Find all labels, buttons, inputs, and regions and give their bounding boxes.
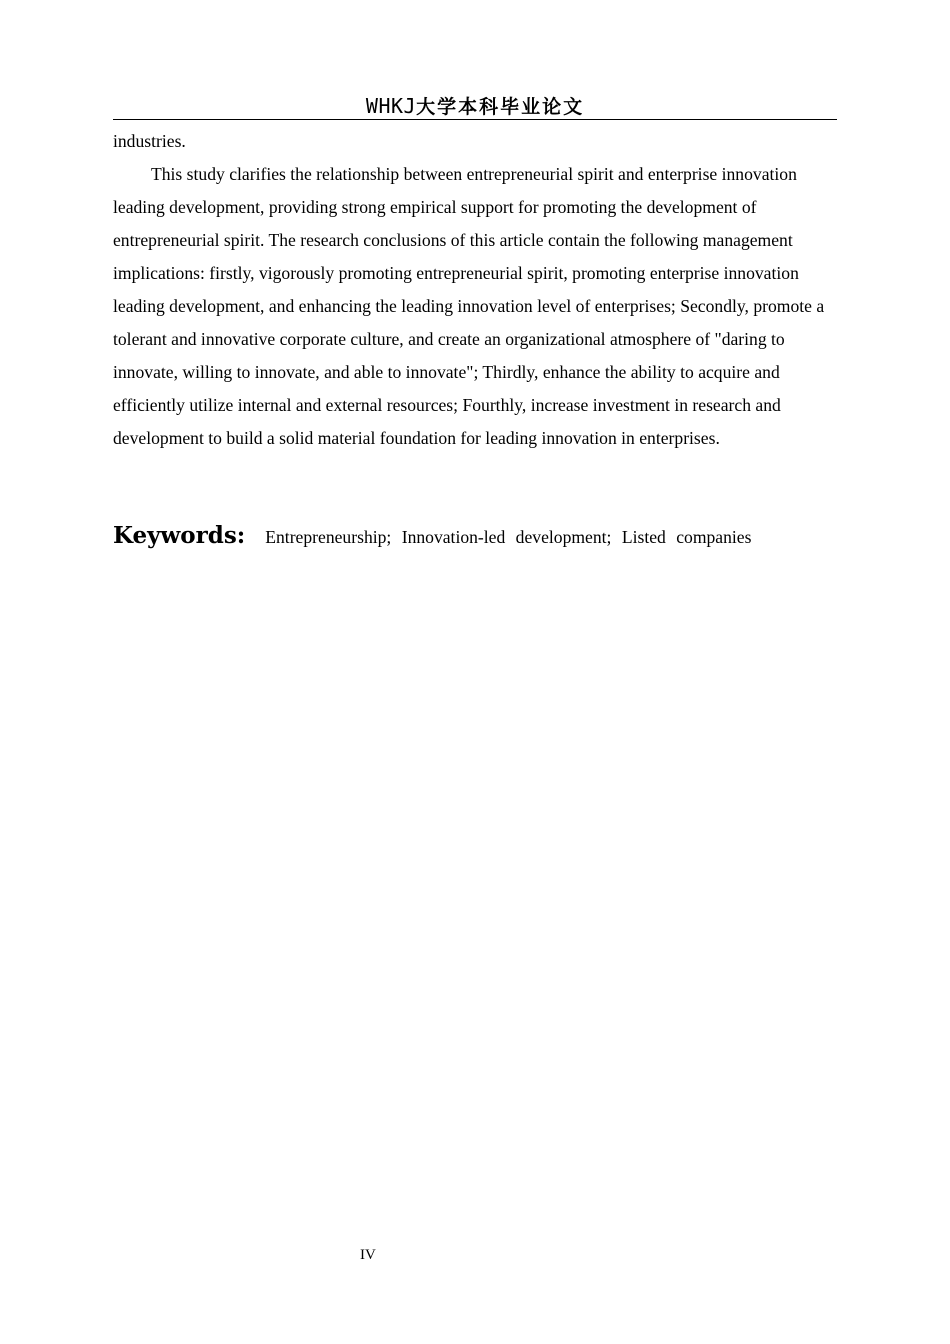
abstract-body: [113, 125, 837, 455]
abstract-paragraph: This study clarifies the relationship between entrepreneurial spirit and enterprise innovation leading development, providing strong empirical support for promoting the development of entrepreneurial spirit. The research conclusions of this article contain the following management implications: firstly, vigorously promoting entrepreneurial spirit, promoting enterprise innovation leading development, and enhancing the leading innovation level of enterprises; Secondly, promote a tolerant and innovative corporate culture, and create an organizational atmosphere of "daring to innovate, willing to innovate, and able to innovate"; Thirdly, enhance the ability to acquire and efficiently utilize internal and external resources; Fourthly, increase investment in research and development to build a solid material foundation for leading innovation in enterprises.: [113, 164, 825, 448]
page-number: IV: [360, 1247, 376, 1263]
continuation-line: industries.: [113, 131, 186, 151]
header-prefix: WHKJ: [365, 94, 417, 118]
header-title: 大学本科毕业论文: [416, 96, 585, 118]
keywords-line: [113, 522, 837, 549]
keywords-label: Keywords:: [113, 522, 246, 549]
page-header: [113, 92, 837, 120]
keywords-list: Entrepreneurship; Innovation-led development; Listed companies: [265, 527, 752, 547]
